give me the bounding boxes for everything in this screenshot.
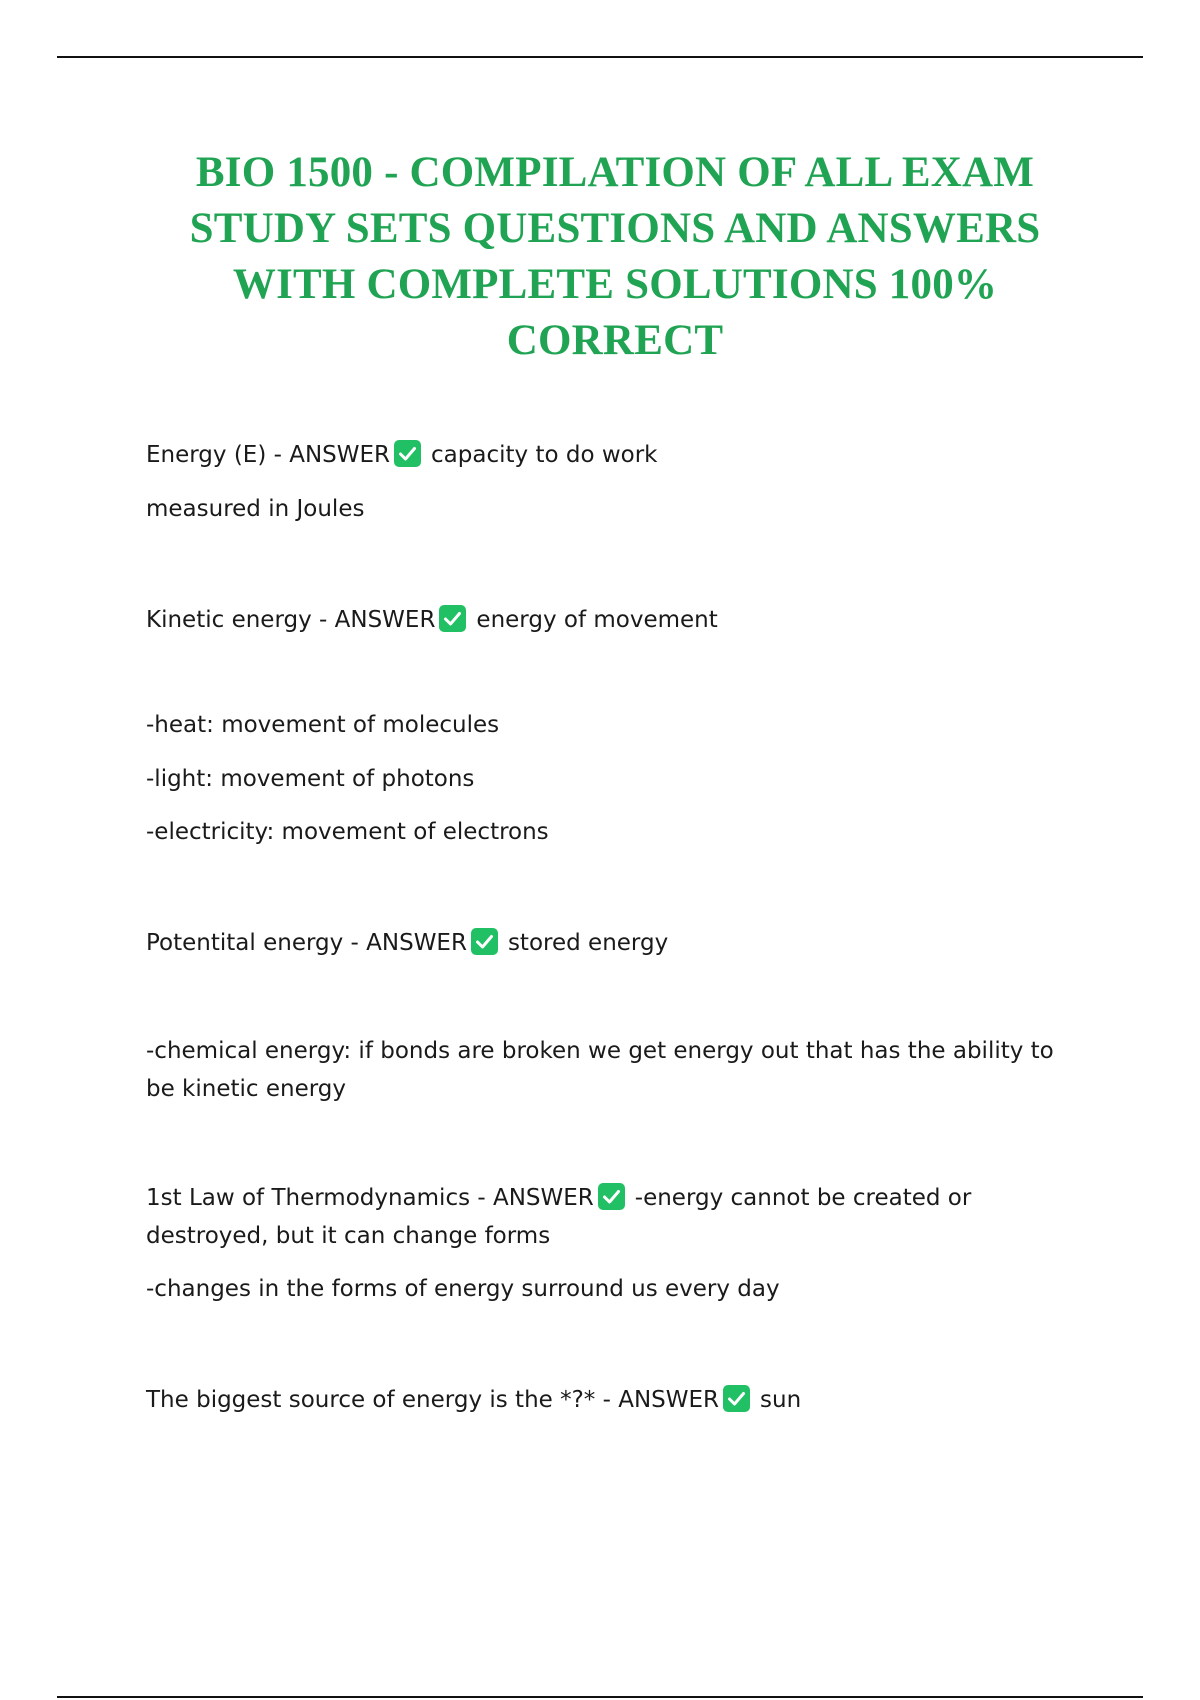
card-answer: stored energy bbox=[507, 930, 669, 956]
card-term-line bbox=[146, 1381, 1086, 1419]
card-note: measured in Joules bbox=[146, 496, 365, 522]
check-mark-icon bbox=[394, 440, 421, 467]
card-term: Kinetic energy - ANSWER bbox=[146, 607, 436, 633]
document-title: BIO 1500 - COMPILATION OF ALL EXAM STUDY SETS QUESTIONS AND ANSWERS WITH COMPLETE SOLUTIONS 100% CORRECT bbox=[189, 149, 1041, 364]
card-term: The biggest source of energy is the *?* - ANSWER bbox=[146, 1387, 720, 1413]
card-answer: -energy cannot be created or destroyed, but it can change forms bbox=[146, 1185, 972, 1249]
card-note: -light: movement of photons bbox=[146, 766, 475, 792]
card-answer: energy of movement bbox=[476, 607, 718, 633]
card-note: -heat: movement of molecules bbox=[146, 712, 500, 738]
card-answer: capacity to do work bbox=[431, 442, 658, 468]
card-note: -chemical energy: if bonds are broken we get energy out that has the ability to be kinetic energy bbox=[146, 1038, 1054, 1102]
check-mark-icon bbox=[723, 1385, 750, 1412]
card-term-line bbox=[146, 436, 1086, 474]
card-note: -electricity: movement of electrons bbox=[146, 819, 549, 845]
check-mark-icon bbox=[439, 605, 466, 632]
top-rule bbox=[57, 56, 1143, 58]
card-note: -changes in the forms of energy surround us every day bbox=[146, 1276, 780, 1302]
check-mark-icon bbox=[471, 928, 498, 955]
check-mark-icon bbox=[598, 1183, 625, 1210]
card-term: Potentital energy - ANSWER bbox=[146, 930, 467, 956]
card-term: Energy (E) - ANSWER bbox=[146, 442, 391, 468]
card-term-line bbox=[146, 924, 1086, 962]
card-term-line bbox=[146, 601, 1086, 639]
card-term-line bbox=[146, 1179, 1086, 1255]
card-answer: sun bbox=[760, 1387, 802, 1413]
bottom-rule bbox=[57, 1696, 1143, 1698]
card-term: 1st Law of Thermodynamics - ANSWER bbox=[146, 1185, 594, 1211]
